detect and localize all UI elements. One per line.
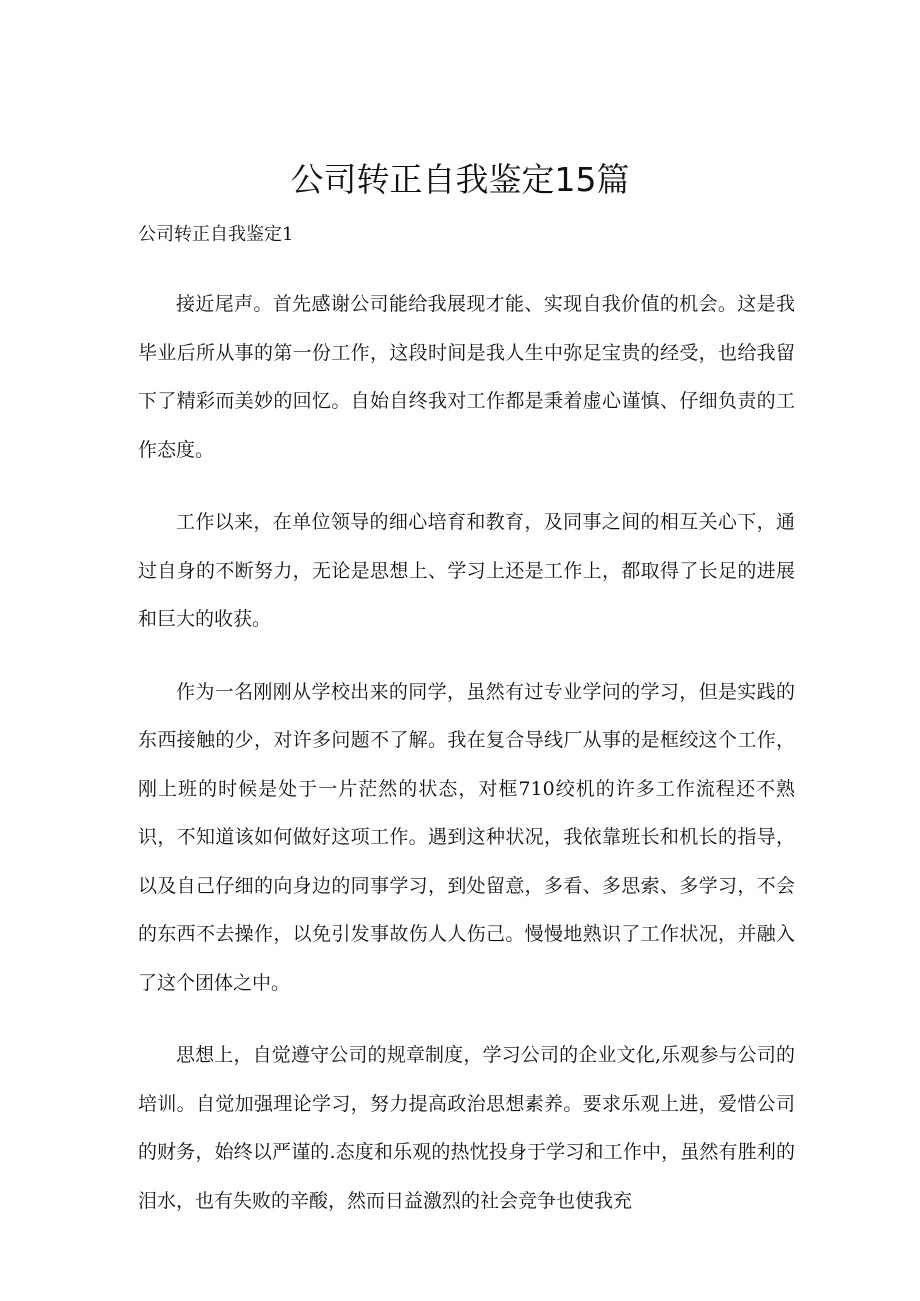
paragraph: 思想上，自觉遵守公司的规章制度，学习公司的企业文化,乐观参与公司的培训。自觉加强理论学习，努力提高政治思想素养。要求乐观上进，爱惜公司的财务，始终以严谨的.态度和乐观的热忱投身于学习和工作中，虽然有胜利的泪水，也有失败的辛酸，然而日益激烈的社会竞争也使我充 <box>138 1044 795 1212</box>
document-title: 公司转正自我鉴定15篇 <box>290 160 630 199</box>
paragraph: 作为一名刚刚从学校出来的同学，虽然有过专业学问的学习，但是实践的东西接触的少，对许多问题不了解。我在复合导线厂从事的是框绞这个工作，刚上班的时候是处于一片茫然的状态，对框710绞机的许多工作流程还不熟识，不知道该如何做好这项工作。遇到这种状况，我依靠班长和机长的指导，以及自己仔细的向身边的同事学习，到处留意，多看、多思索、多学习，不会的东西不去操作，以免引发事故伤人人伤己。慢慢地熟识了工作状况，并融入了这个团体之中。 <box>138 680 795 994</box>
paragraph: 接近尾声。首先感谢公司能给我展现才能、实现自我价值的机会。这是我毕业后所从事的第一份工作，这段时间是我人生中弥足宝贵的经受，也给我留下了精彩而美妙的回忆。自始自终我对工作都是秉着虚心谨慎、仔细负责的工作态度。 <box>138 293 795 461</box>
document-body <box>138 280 795 1249</box>
document-subtitle: 公司转正自我鉴定1 <box>138 224 294 245</box>
paragraph: 工作以来，在单位领导的细心培育和教育，及同事之间的相互关心下，通过自身的不断努力，无论是思想上、学习上还是工作上，都取得了长足的进展和巨大的收获。 <box>138 511 795 630</box>
